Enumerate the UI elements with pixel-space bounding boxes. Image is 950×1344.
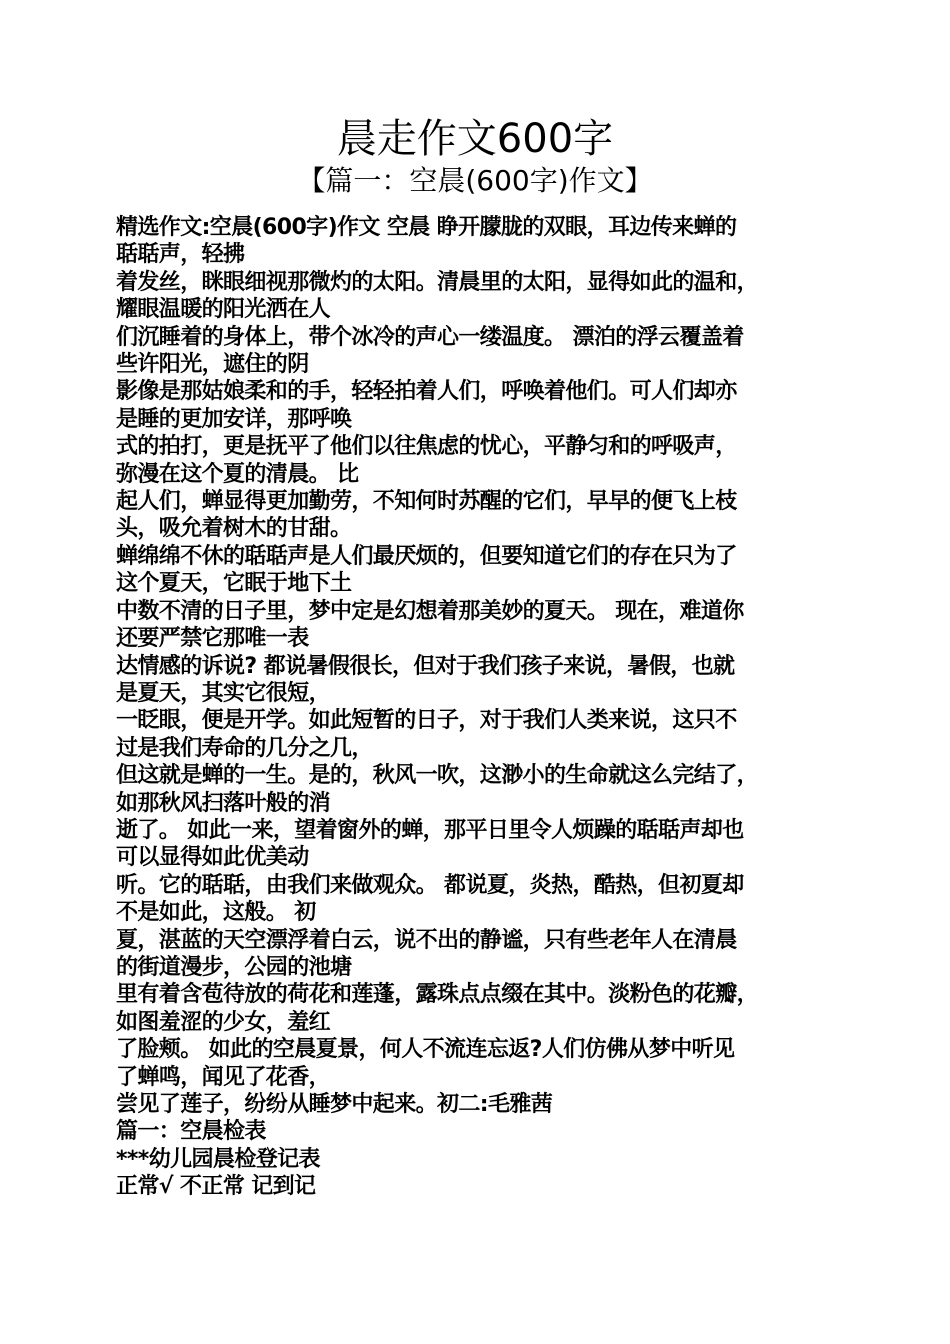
- body-line: 这个夏天，它眠于地下土: [116, 571, 352, 597]
- body-line: 影像是那姑娘柔和的手，轻轻拍着人们，呼唤着他们。可人们却亦: [116, 379, 737, 405]
- body-line: 逝了。 如此一来，望着窗外的蝉，那平日里令人烦躁的聒聒声却也: [116, 817, 744, 843]
- document-title: 晨走作文600字: [336, 116, 614, 162]
- body-line: 了蝉鸣，闻见了花香，: [116, 1064, 331, 1090]
- body-line: 尝见了莲子，纷纷从睡梦中起来。初二:毛雅茜: [116, 1092, 553, 1117]
- body-line: 了脸颊。 如此的空晨夏景，何人不流连忘返?人们仿佛从梦中听见: [116, 1037, 735, 1063]
- body-line: 着发丝，眯眼细视那微灼的太阳。清晨里的太阳，显得如此的温和，: [116, 269, 759, 295]
- body-line: 头，吸允着树木的甘甜。: [116, 516, 352, 542]
- body-line: 如那秋风扫落叶般的消: [116, 790, 331, 816]
- body-line: 蝉绵绵不休的聒聒声是人们最厌烦的，但要知道它们的存在只为了: [116, 543, 737, 569]
- body-line: 正常√ 不正常 记到记: [116, 1174, 316, 1200]
- body-line: 是睡的更加安详，那呼唤: [116, 406, 352, 432]
- body-line: 起人们，蝉显得更加勤劳，不知何时苏醒的它们，早早的便飞上枝: [116, 489, 737, 515]
- body-line: 些许阳光，遮住的阴: [116, 352, 309, 378]
- document-subtitle: 【篇一：空晨(600字)作文】: [297, 164, 653, 197]
- body-line: 耀眼温暖的阳光洒在人: [116, 297, 331, 323]
- body-line: 聒聒声，轻拂: [116, 242, 245, 268]
- body-line: 精选作文:空晨(600字)作文 空晨 睁开朦胧的双眼，耳边传来蝉的: [116, 215, 737, 240]
- body-line: 还要严禁它那唯一表: [116, 626, 309, 652]
- body-line: 中数不清的日子里，梦中定是幻想着那美妙的夏天。 现在，难道你: [116, 598, 744, 624]
- body-line: 但这就是蝉的一生。是的，秋风一吹，这渺小的生命就这么完结了，: [116, 763, 759, 789]
- body-line: 不是如此，这般。 初: [116, 900, 316, 926]
- body-line: ***幼儿园晨检登记表: [116, 1146, 320, 1172]
- body-line: 式的拍打，更是抚平了他们以往焦虑的忧心，平静匀和的呼吸声，: [116, 434, 737, 460]
- body-line: 一眨眼，便是开学。如此短暂的日子，对于我们人类来说，这只不: [116, 708, 737, 734]
- body-line: 夏，湛蓝的天空漂浮着白云，说不出的静谧，只有些老年人在清晨: [116, 927, 737, 953]
- body-line: 达情感的诉说? 都说暑假很长，但对于我们孩子来说，暑假，也就: [116, 653, 735, 679]
- body-line: 听。它的聒聒，由我们来做观众。 都说夏，炎热，酷热，但初夏却: [116, 872, 744, 898]
- document-body: [116, 214, 836, 1201]
- body-line: 弥漫在这个夏的清晨。 比: [116, 461, 359, 487]
- body-line: 可以显得如此优美动: [116, 845, 309, 871]
- body-line: 如图羞涩的少女，羞红: [116, 1009, 331, 1035]
- body-line: 是夏天，其实它很短，: [116, 680, 331, 706]
- body-line: 的街道漫步，公园的池塘: [116, 954, 352, 980]
- body-line: 篇一：空晨检表: [116, 1119, 266, 1145]
- body-line: 里有着含苞待放的荷花和莲蓬，露珠点点缀在其中。淡粉色的花瓣，: [116, 982, 759, 1008]
- body-line: 们沉睡着的身体上，带个冰冷的声心一缕温度。 漂泊的浮云覆盖着: [116, 324, 744, 350]
- body-line: 过是我们寿命的几分之几，: [116, 735, 373, 761]
